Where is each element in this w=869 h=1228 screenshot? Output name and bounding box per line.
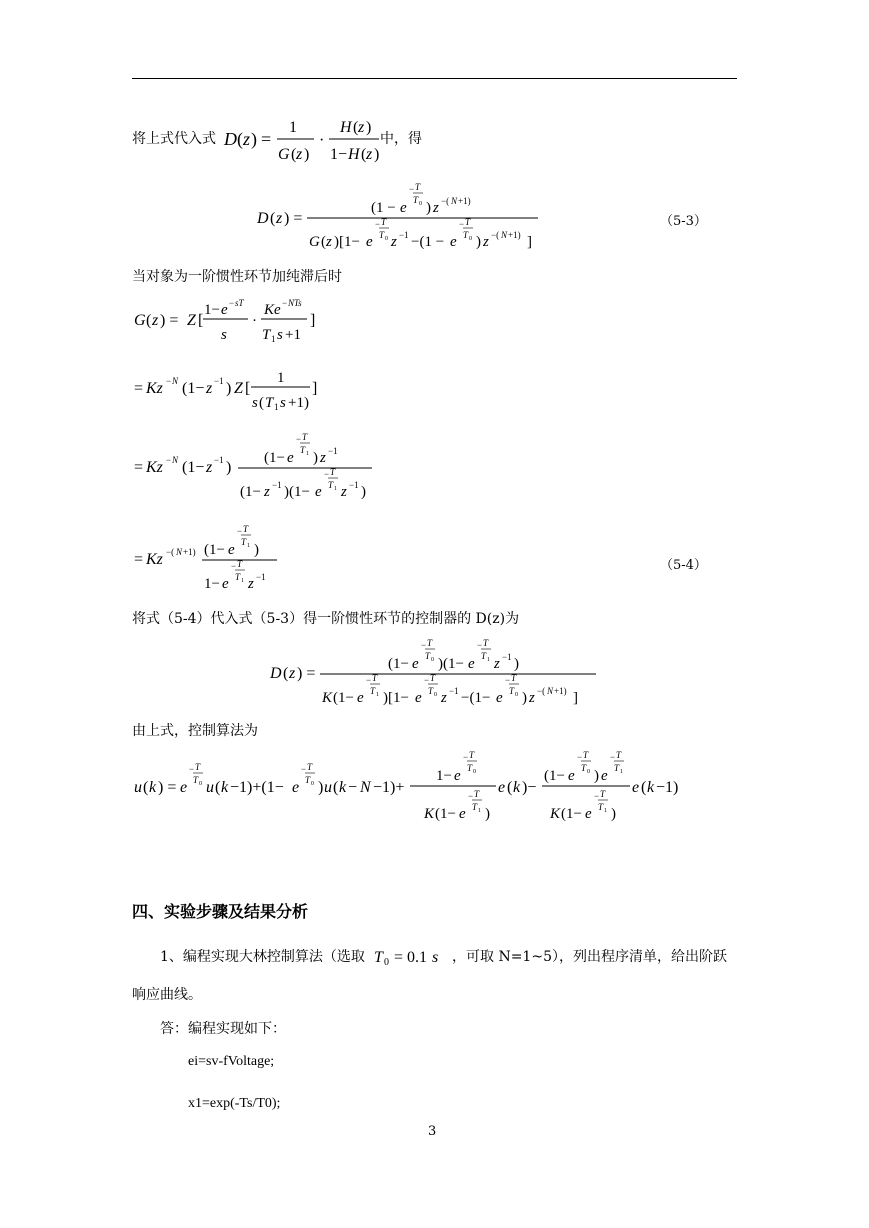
svg-text:=: = [261, 129, 272, 149]
svg-text:G: G [278, 146, 290, 163]
svg-text:(: ( [333, 779, 339, 796]
svg-text:G: G [134, 312, 146, 329]
svg-text:e: e [222, 576, 229, 592]
svg-text:−: − [594, 791, 600, 801]
svg-text:z: z [326, 234, 332, 250]
svg-text:0: 0 [199, 781, 202, 787]
svg-text:e: e [450, 234, 457, 250]
svg-text:T: T [370, 686, 376, 696]
svg-text:z: z [494, 656, 500, 672]
formula-gz-1 [132, 294, 332, 348]
svg-text:+1): +1) [554, 686, 567, 696]
svg-text:−1: −1 [214, 455, 224, 465]
svg-text:e: e [366, 234, 373, 250]
svg-text:1−: 1− [204, 576, 220, 592]
svg-text:−: − [375, 219, 381, 229]
svg-text:T: T [330, 467, 336, 477]
svg-text:−1: −1 [256, 572, 266, 582]
step1-line2: 响应曲线。 [132, 987, 202, 1003]
svg-text:−: − [282, 298, 288, 308]
svg-text:z: z [276, 210, 283, 227]
svg-text:1−: 1− [330, 146, 348, 163]
svg-text:(1−: (1− [182, 380, 205, 397]
svg-text:T: T [614, 763, 620, 773]
step1-line1: 1、编程实现大林控制算法（选取 [160, 949, 365, 965]
svg-text:1: 1 [376, 692, 379, 698]
svg-text:T: T [463, 230, 469, 240]
svg-text:): ) [304, 146, 310, 163]
svg-text:1: 1 [604, 808, 607, 814]
svg-text:]: ] [310, 312, 316, 329]
svg-text:u: u [206, 779, 214, 796]
svg-text:−: − [229, 298, 235, 308]
svg-text:−: − [477, 640, 483, 650]
svg-text:e: e [415, 690, 422, 706]
svg-text:z: z [366, 146, 373, 163]
svg-text:−: − [296, 434, 302, 444]
svg-text:T: T [381, 217, 387, 227]
svg-text:z: z [391, 234, 397, 250]
svg-text:−: − [468, 791, 474, 801]
svg-text:T: T [467, 763, 473, 773]
svg-text:z: z [289, 665, 296, 682]
page-number: 3 [428, 1124, 437, 1139]
svg-text:−: − [421, 640, 427, 650]
svg-text:[: [ [198, 312, 204, 329]
svg-text:): ) [476, 234, 481, 250]
formula-dz-first-order [268, 634, 608, 714]
svg-text:−1): −1) [656, 779, 679, 796]
svg-text:−1: −1 [349, 480, 359, 490]
svg-text:(: ( [641, 779, 647, 796]
svg-text:0: 0 [587, 769, 590, 775]
svg-text:−1: −1 [399, 230, 409, 240]
svg-text:z: z [320, 450, 326, 466]
svg-text:−(: −( [441, 196, 450, 206]
svg-text:K: K [322, 690, 333, 706]
svg-text:1: 1 [274, 402, 279, 412]
svg-text:) =: ) = [284, 210, 303, 227]
formula-gz-4 [132, 520, 332, 600]
svg-text:(1−: (1− [544, 768, 565, 784]
svg-text:T: T [425, 651, 431, 661]
svg-text:−: − [459, 219, 465, 229]
svg-text:): ) [318, 779, 324, 796]
svg-text:+1): +1) [508, 230, 521, 240]
code-line: ei=sv-fVoltage; [188, 1054, 275, 1069]
svg-text:e: e [496, 690, 503, 706]
step1-line1-tail: ，可取 N=1~5），列出程序清单，给出阶跃 [452, 949, 727, 965]
svg-text:k: k [339, 779, 347, 796]
svg-text:): ) [485, 806, 490, 822]
svg-text:T: T [465, 217, 471, 227]
svg-text:T: T [305, 775, 311, 785]
svg-text:e: e [357, 690, 364, 706]
header-rule [132, 78, 737, 79]
svg-text:T: T [415, 182, 421, 192]
svg-text:0: 0 [385, 236, 388, 242]
svg-text:): ) [226, 380, 232, 397]
svg-text:): ) [594, 768, 599, 784]
svg-text:e: e [454, 768, 461, 784]
svg-text:T: T [413, 195, 419, 205]
formula-gz-2 [132, 362, 332, 416]
svg-text:u: u [134, 779, 142, 796]
svg-text:T: T [374, 949, 383, 966]
svg-text:K: K [424, 806, 435, 822]
svg-text:k: k [513, 779, 521, 796]
svg-text:−1: −1 [272, 480, 282, 490]
svg-text:e: e [498, 779, 506, 796]
svg-text:(1−: (1− [435, 806, 456, 822]
svg-text:−: − [366, 675, 372, 685]
svg-text:0: 0 [431, 657, 434, 663]
text-first-order: 当对象为一阶惯性环节加纯滞后时 [132, 269, 342, 285]
svg-text:)−: )− [522, 779, 537, 796]
svg-text:−: − [424, 675, 430, 685]
svg-text:N: N [451, 196, 458, 206]
svg-text:−(1−: −(1− [461, 690, 491, 706]
svg-text:e: e [221, 302, 228, 318]
svg-text:−: − [505, 675, 511, 685]
svg-text:): ) [226, 459, 232, 476]
svg-text:=: = [134, 551, 144, 568]
svg-text:z: z [206, 459, 213, 476]
svg-text:T: T [237, 559, 243, 569]
svg-text:z: z [441, 690, 447, 706]
svg-text:Z: Z [234, 380, 243, 397]
svg-text:(: ( [146, 312, 152, 329]
intro-text: 将上式代入式 [132, 131, 216, 147]
svg-text:)[1−: )[1− [383, 690, 409, 706]
svg-text:0: 0 [419, 201, 422, 207]
svg-text:e: e [400, 200, 407, 216]
svg-text:s: s [221, 327, 227, 343]
svg-text:(1−: (1− [561, 806, 582, 822]
svg-text:): ) [361, 484, 366, 500]
svg-text:): ) [251, 129, 257, 149]
equation-number-5-4: （5-4） [660, 558, 707, 573]
svg-text:T: T [509, 686, 515, 696]
svg-text:N: N [360, 779, 371, 796]
svg-text:−(: −( [537, 686, 546, 696]
svg-text:1: 1 [241, 578, 244, 584]
svg-text:(1−: (1− [264, 450, 285, 466]
svg-text:T: T [616, 750, 622, 760]
svg-text:k: k [647, 779, 655, 796]
svg-text:)(1−: )(1− [284, 484, 310, 500]
svg-text:T: T [430, 673, 436, 683]
svg-text:N: N [172, 455, 179, 465]
svg-text:T: T [598, 802, 604, 812]
svg-text:0: 0 [311, 781, 314, 787]
svg-text:(1−: (1− [388, 656, 409, 672]
svg-text:Kz: Kz [146, 459, 163, 476]
svg-text:z: z [433, 200, 439, 216]
svg-text:T: T [302, 432, 308, 442]
text-substitute: 将式（5-4）代入式（5-3）得一阶惯性环节的控制器的 D(z)为 [132, 611, 520, 627]
svg-text:−: − [324, 469, 330, 479]
svg-text:(: ( [291, 146, 297, 163]
svg-text:=: = [134, 459, 144, 476]
svg-text:−1)+(1−: −1)+(1− [230, 779, 284, 796]
svg-text:−: − [166, 455, 172, 465]
svg-text:1: 1 [487, 657, 490, 663]
svg-text:−(: −( [491, 230, 500, 240]
svg-text:1: 1 [289, 119, 297, 136]
svg-text:T: T [372, 673, 378, 683]
svg-text:−: − [189, 764, 195, 774]
equation-number-5-3: （5-3） [660, 214, 707, 229]
svg-text:−: − [301, 764, 307, 774]
svg-text:Kz: Kz [146, 380, 163, 397]
svg-text:+1): +1) [183, 547, 196, 557]
svg-text:1: 1 [271, 334, 276, 344]
svg-text:z: z [358, 119, 365, 136]
svg-text:·: · [252, 313, 257, 329]
svg-text:(1−: (1− [204, 542, 225, 558]
svg-text:(: ( [283, 665, 289, 682]
svg-text:e: e [287, 450, 294, 466]
svg-text:) =: ) = [297, 665, 316, 682]
formula-control-algorithm [132, 748, 692, 830]
svg-text:[: [ [245, 380, 251, 397]
formula-5-3 [255, 180, 555, 260]
svg-text:−1: −1 [449, 686, 459, 696]
svg-text:−: − [409, 184, 415, 194]
svg-text:1: 1 [247, 543, 250, 549]
formula-gz-3 [132, 428, 392, 508]
svg-text:T: T [243, 524, 249, 534]
svg-text:z: z [264, 484, 270, 500]
svg-text:s: s [432, 949, 439, 966]
svg-text:Z: Z [187, 312, 196, 329]
svg-text:−: − [237, 526, 243, 536]
svg-text:−1: −1 [214, 376, 224, 386]
svg-text:1−: 1− [436, 768, 452, 784]
svg-text:G: G [309, 234, 320, 250]
svg-text:1: 1 [277, 370, 285, 386]
svg-text:T: T [511, 673, 517, 683]
answer-text: 答：编程实现如下： [160, 1021, 286, 1037]
svg-text:): ) [426, 200, 431, 216]
svg-text:T: T [583, 750, 589, 760]
svg-text:0: 0 [434, 692, 437, 698]
svg-text:1: 1 [334, 486, 337, 492]
svg-text:s: s [277, 327, 283, 343]
svg-text:(: ( [353, 119, 359, 136]
svg-text:0: 0 [473, 769, 476, 775]
svg-text:Kz: Kz [146, 551, 163, 568]
svg-text:)[1−: )[1− [334, 234, 360, 250]
svg-text:+1): +1) [458, 196, 471, 206]
svg-text:(1−: (1− [240, 484, 261, 500]
svg-text:u: u [324, 779, 332, 796]
svg-text:T: T [235, 572, 241, 582]
svg-text:s: s [280, 395, 286, 411]
svg-text:T: T [193, 775, 199, 785]
svg-text:Ke: Ke [264, 302, 281, 318]
svg-text:D: D [224, 129, 237, 149]
svg-text:T: T [265, 395, 274, 411]
svg-text:T: T [481, 651, 487, 661]
svg-text:sT: sT [235, 298, 244, 308]
svg-text:T: T [483, 638, 489, 648]
svg-text:z: z [296, 146, 303, 163]
svg-text:N: N [547, 686, 554, 696]
svg-text:T: T [262, 327, 271, 343]
svg-text:T: T [195, 762, 201, 772]
svg-text:e: e [412, 656, 419, 672]
svg-text:)(1−: )(1− [438, 656, 464, 672]
svg-text:0: 0 [515, 692, 518, 698]
svg-text:−(1 −: −(1 − [411, 234, 445, 250]
svg-text:z: z [248, 576, 254, 592]
svg-text:z: z [152, 312, 159, 329]
svg-text:): ) [514, 656, 519, 672]
svg-text:e: e [180, 779, 188, 796]
svg-text:): ) [313, 450, 318, 466]
svg-text:T: T [427, 638, 433, 648]
svg-text:−1)+: −1)+ [373, 779, 405, 796]
svg-text:−: − [348, 779, 358, 796]
svg-text:e: e [632, 779, 640, 796]
svg-text:T: T [581, 763, 587, 773]
svg-text:e: e [228, 542, 235, 558]
svg-text:T: T [328, 480, 334, 490]
svg-text:1: 1 [620, 769, 623, 775]
svg-text:(: ( [270, 210, 276, 227]
svg-text:(1−: (1− [182, 459, 205, 476]
svg-text:N: N [176, 547, 183, 557]
svg-text:(: ( [259, 395, 264, 411]
svg-text:−: − [166, 376, 172, 386]
svg-text:D: D [257, 210, 269, 227]
svg-text:−(: −( [166, 547, 175, 557]
svg-text:−1: −1 [328, 446, 338, 456]
svg-text:N: N [501, 230, 508, 240]
svg-text:): ) [522, 690, 527, 706]
svg-text:z: z [206, 380, 213, 397]
svg-text:(: ( [361, 146, 367, 163]
svg-text:−: − [610, 752, 616, 762]
svg-text:e: e [459, 806, 466, 822]
svg-text:T: T [469, 750, 475, 760]
svg-text:]: ] [312, 380, 318, 397]
svg-text:= 0.1: = 0.1 [394, 949, 428, 966]
svg-text:T: T [428, 686, 434, 696]
intro-suffix: 中，得 [380, 131, 422, 147]
svg-text:) =: ) = [160, 312, 179, 329]
svg-text:T: T [472, 802, 478, 812]
svg-text:(: ( [143, 779, 149, 796]
svg-text:NTs: NTs [288, 298, 302, 308]
svg-text:e: e [601, 768, 608, 784]
svg-text:]: ] [573, 690, 578, 706]
svg-text:T: T [600, 789, 606, 799]
svg-text:(: ( [321, 234, 326, 250]
svg-text:e: e [468, 656, 475, 672]
svg-text:k: k [149, 779, 157, 796]
svg-text:): ) [254, 542, 259, 558]
svg-text:e: e [568, 768, 575, 784]
svg-text:1: 1 [306, 451, 309, 457]
svg-text:]: ] [527, 234, 532, 250]
svg-text:−1: −1 [502, 652, 512, 662]
text-algorithm: 由上式，控制算法为 [132, 723, 258, 739]
svg-text:0: 0 [384, 957, 389, 968]
svg-text:T: T [307, 762, 313, 772]
svg-text:=: = [134, 380, 144, 397]
svg-text:·: · [319, 132, 325, 149]
svg-text:(: ( [237, 129, 243, 149]
svg-text:z: z [243, 129, 251, 149]
svg-text:k: k [221, 779, 229, 796]
svg-text:z: z [529, 690, 535, 706]
svg-text:(: ( [507, 779, 513, 796]
svg-text:T: T [241, 537, 247, 547]
svg-text:(: ( [215, 779, 221, 796]
svg-text:H: H [340, 119, 352, 136]
svg-text:): ) [374, 146, 380, 163]
svg-text:T: T [300, 445, 306, 455]
svg-text:): ) [611, 806, 616, 822]
svg-text:s: s [252, 395, 258, 411]
svg-text:−: − [231, 561, 237, 571]
code-line: x1=exp(-Ts/T0); [188, 1096, 281, 1111]
svg-text:1−: 1− [204, 302, 220, 318]
svg-text:+1: +1 [285, 327, 301, 343]
svg-text:0: 0 [469, 236, 472, 242]
svg-text:−: − [577, 752, 583, 762]
svg-text:(1 −: (1 − [371, 200, 396, 216]
svg-text:H: H [348, 146, 360, 163]
svg-text:z: z [341, 484, 347, 500]
svg-text:1: 1 [478, 808, 481, 814]
svg-text:N: N [172, 376, 179, 386]
svg-text:e: e [315, 484, 322, 500]
svg-text:e: e [585, 806, 592, 822]
svg-text:) =: ) = [158, 779, 177, 796]
svg-text:−: − [463, 752, 469, 762]
svg-text:(1−: (1− [333, 690, 354, 706]
svg-text:e: e [292, 779, 300, 796]
svg-text:+1): +1) [288, 395, 309, 411]
svg-text:z: z [483, 234, 489, 250]
svg-text:T: T [379, 230, 385, 240]
section-heading: 四、实验步骤及结果分析 [132, 902, 309, 921]
svg-text:T: T [474, 789, 480, 799]
svg-text:): ) [366, 119, 372, 136]
svg-text:K: K [550, 806, 561, 822]
svg-text:D: D [270, 665, 282, 682]
